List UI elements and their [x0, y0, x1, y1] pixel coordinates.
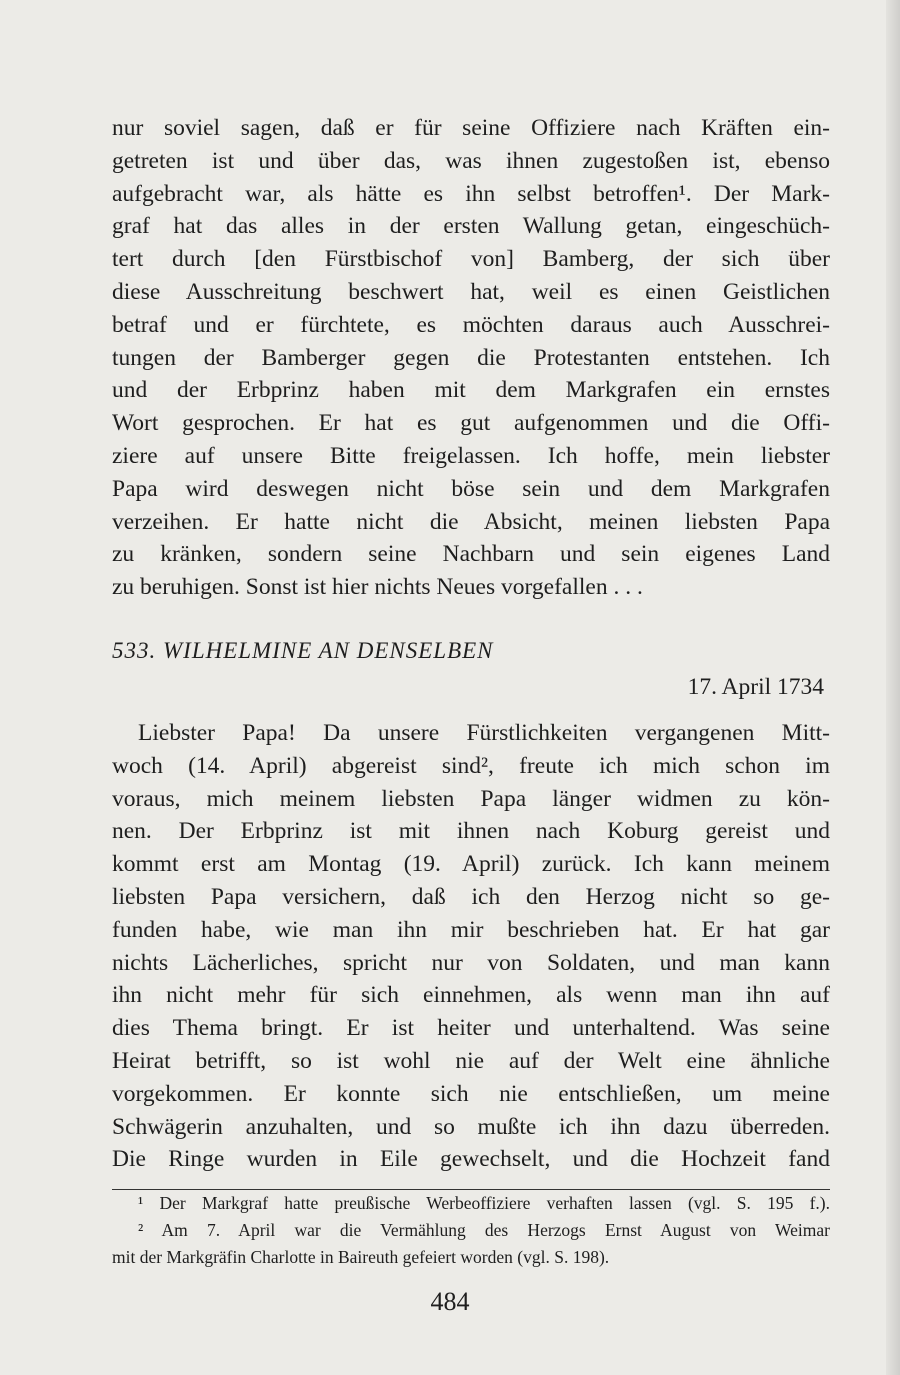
text-line: nichts Lächerliches, spricht nur von Soldaten, und man kann [112, 949, 830, 976]
text-line: graf hat das alles in der ersten Wallung getan, eingeschüch- [112, 213, 830, 240]
text-line: kommt erst am Montag (19. April) zurück. Ich kann meinem [112, 851, 830, 878]
page-number: 484 [430, 1287, 470, 1316]
text-line: nen. Der Erbprinz ist mit ihnen nach Koburg gereist und [112, 818, 830, 845]
text-line: ihn nicht mehr für sich einnehmen, als wenn man ihn auf [112, 982, 830, 1009]
text-line: und der Erbprinz haben mit dem Markgrafen ein ernstes [112, 377, 830, 404]
text-line: woch (14. April) abgereist sind², freute ich mich schon im [112, 752, 830, 779]
text-line: getreten ist und über das, was ihnen zugestoßen ist, ebenso [112, 147, 830, 174]
text-line: tungen der Bamberger gegen die Protestanten entstehen. Ich [112, 344, 830, 371]
text-line: funden habe, wie man ihn mir beschrieben hat. Er hat gar [112, 916, 830, 943]
text-line: ziere auf unsere Bitte freigelassen. Ich hoffe, mein liebster [112, 442, 830, 469]
letter-heading: 533. WILHELMINE AN DENSELBEN [112, 638, 494, 663]
text-line: Heirat betrifft, so ist wohl nie auf der Welt eine ähnliche [112, 1047, 830, 1074]
paragraph-2 [112, 717, 830, 1176]
page-edge-shadow [886, 0, 900, 1375]
text-line: betraf und er fürchtete, es möchten daraus auch Ausschrei- [112, 311, 830, 338]
text-line: dies Thema bringt. Er ist heiter und unterhaltend. Was seine [112, 1015, 830, 1042]
footnote-line: mit der Markgräfin Charlotte in Baireuth gefeiert worden (vgl. S. 198). [112, 1247, 610, 1267]
text-line: tert durch [den Fürstbischof von] Bamberg, der sich über [112, 246, 830, 273]
footnote-line: ¹ Der Markgraf hatte preußische Werbeoffiziere verhaften lassen (vgl. S. 195 f.). [138, 1193, 830, 1213]
text-line: voraus, mich meinem liebsten Papa länger widmen zu kön- [112, 785, 830, 812]
footnote-line: ² Am 7. April war die Vermählung des Herzogs Ernst August von Weimar [138, 1220, 830, 1240]
text-line: zu beruhigen. Sonst ist hier nichts Neues vorgefallen . . . [112, 574, 643, 601]
paragraph-1 [112, 112, 830, 604]
text-line: Liebster Papa! Da unsere Fürstlichkeiten vergangenen Mitt- [138, 720, 830, 746]
text-line: Die Ringe wurden in Eile gewechselt, und die Hochzeit fand [112, 1146, 830, 1173]
text-line: diese Ausschreitung beschwert hat, weil es einen Geistlichen [112, 278, 830, 305]
text-line: vorgekommen. Er konnte sich nie entschließen, um meine [112, 1080, 830, 1107]
text-line: Wort gesprochen. Er hat es gut aufgenommen und die Offi- [112, 410, 830, 437]
text-line: Papa wird deswegen nicht böse sein und dem Markgrafen [112, 475, 830, 502]
text-line: Schwägerin anzuhalten, und so mußte ich ihn dazu überreden. [112, 1113, 830, 1140]
text-line: aufgebracht war, als hätte es ihn selbst betroffen¹. Der Mark- [112, 180, 830, 207]
letter-date: 17. April 1734 [687, 674, 824, 700]
text-line: verzeihen. Er hatte nicht die Absicht, meinen liebsten Papa [112, 508, 830, 535]
text-line: nur soviel sagen, daß er für seine Offiziere nach Kräften ein- [112, 115, 830, 141]
footnotes [112, 1190, 830, 1271]
text-line: liebsten Papa versichern, daß ich den Herzog nicht so ge- [112, 883, 830, 910]
text-line: zu kränken, sondern seine Nachbarn und sein eigenes Land [112, 541, 830, 568]
